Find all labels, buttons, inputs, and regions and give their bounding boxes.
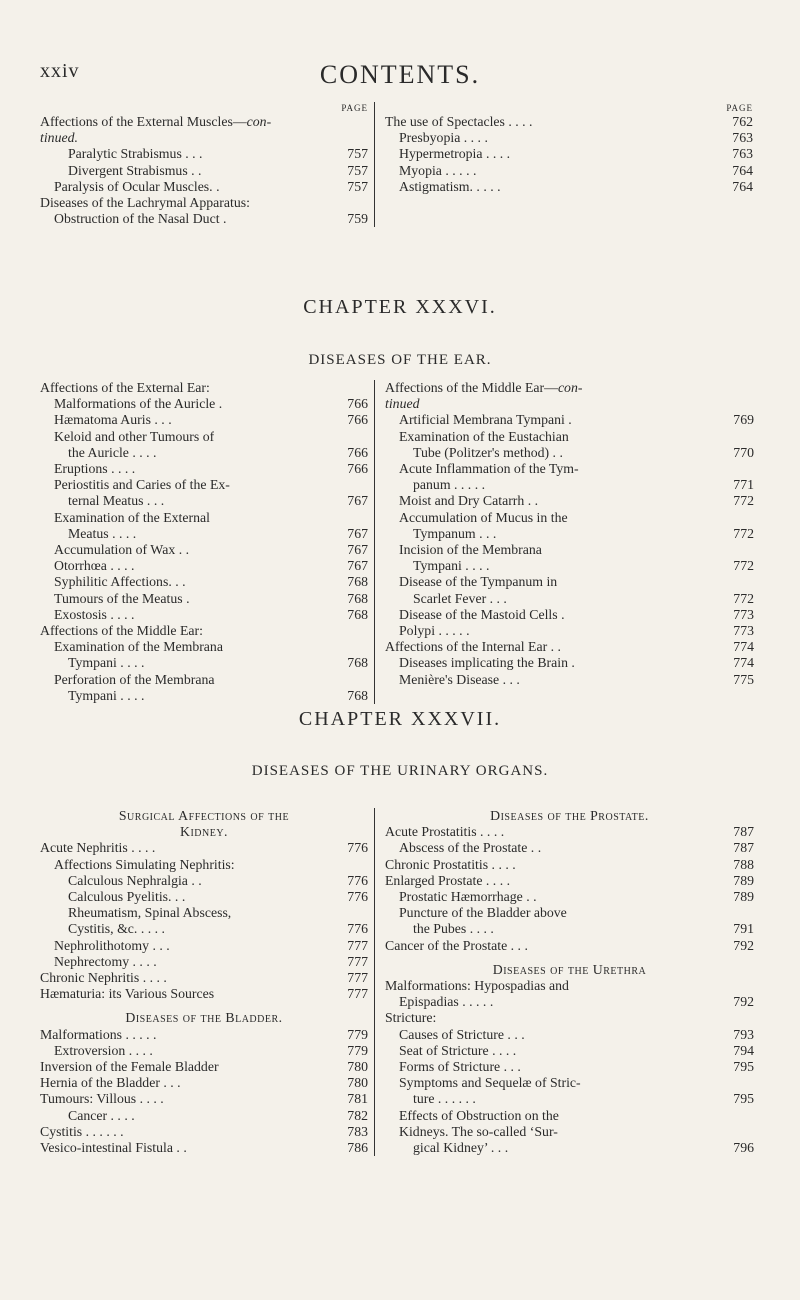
toc-entry-title: Meatus . . . . [68, 525, 137, 541]
toc-entry-title: Cancer . . . . [68, 1107, 135, 1123]
toc-entry [40, 1108, 368, 1124]
toc-entry-title: Hæmatoma Auris . . . [54, 412, 172, 428]
toc-entry-title: panum . . . . . [413, 477, 486, 493]
toc-entry-page: 768 [347, 590, 368, 606]
toc-entry-page: 776 [347, 840, 368, 856]
toc-entry-page: 763 [732, 146, 753, 162]
toc-entry [385, 380, 754, 396]
toc-entry-page: 767 [347, 525, 368, 541]
toc-entry-page [750, 542, 754, 558]
toc-entry-page [750, 1124, 754, 1140]
toc-entry [40, 873, 368, 889]
toc-entry [40, 163, 368, 179]
toc-entry-title: Causes of Stricture . . . [399, 1026, 525, 1042]
toc-entry-title: Epispadias . . . . . [399, 994, 494, 1010]
toc-entry [40, 558, 368, 574]
toc-entry-page: 777 [347, 937, 368, 953]
toc-entry-page: 766 [347, 444, 368, 460]
toc-column-left [40, 102, 375, 227]
toc-entry [385, 840, 754, 856]
toc-entry-title: Tympani . . . . [68, 655, 145, 671]
toc-entry-title: Rheumatism, Spinal Abscess, [68, 905, 232, 921]
toc-entry [385, 429, 754, 445]
toc-entry [40, 655, 368, 671]
toc-entry [40, 1075, 368, 1091]
toc-entry [385, 808, 754, 824]
toc-entry-title: Enlarged Prostate . . . . [385, 872, 511, 888]
toc-entry-title: Keloid and other Tumours of [54, 428, 215, 444]
toc-entry-title: Tympani . . . . [413, 558, 490, 574]
toc-entry [385, 962, 754, 978]
toc-entry-title: Affections of the Middle Ear: [40, 623, 203, 639]
toc-entry-title: gical Kidney’ . . . [413, 1140, 509, 1156]
toc-entry [385, 146, 753, 162]
toc-entry-page: 767 [347, 542, 368, 558]
toc-entry-title: Paralytic Strabismus . . . [68, 146, 203, 162]
toc-column-right [375, 380, 760, 704]
toc-entry-page [750, 574, 754, 590]
toc-entry-page: 787 [733, 840, 754, 856]
toc-entry [40, 1002, 368, 1010]
toc-entry [385, 1075, 754, 1091]
toc-entry [40, 130, 368, 146]
toc-entry-title: Surgical Affections of the [118, 808, 290, 823]
toc-entry-title: Abscess of the Prostate . . [399, 840, 542, 856]
toc-entry [40, 574, 368, 590]
toc-entry-page: 775 [733, 671, 754, 687]
toc-entry-title: Forms of Stricture . . . [399, 1059, 521, 1075]
toc-entry-title: Chronic Nephritis . . . . [40, 970, 167, 986]
toc-entry [385, 1140, 754, 1156]
toc-entry-title: Polypi . . . . . [399, 623, 470, 639]
toc-entry-title: tinued [385, 396, 420, 412]
toc-entry-page [364, 639, 368, 655]
toc-entry-page: 769 [733, 412, 754, 428]
toc-entry-page: 767 [347, 558, 368, 574]
toc-entry-page [750, 461, 754, 477]
toc-entry-page: 770 [733, 444, 754, 460]
toc-entry [40, 824, 368, 840]
toc-entry [40, 623, 368, 639]
toc-entry [385, 542, 754, 558]
toc-entry [40, 380, 368, 396]
toc-entry [385, 639, 754, 655]
toc-entry-page [364, 672, 368, 688]
toc-entry-title: Obstruction of the Nasal Duct . [54, 211, 227, 227]
toc-entry [40, 591, 368, 607]
toc-entry [40, 1010, 368, 1026]
toc-entry-page: 791 [733, 921, 754, 937]
toc-entry-title: Hypermetropia . . . . [399, 146, 511, 162]
toc-entry [40, 639, 368, 655]
toc-entry-page: 763 [732, 130, 753, 146]
toc-section-top [40, 102, 760, 227]
toc-entry [385, 873, 754, 889]
toc-column-right [374, 102, 759, 227]
toc-entry [40, 1043, 368, 1059]
toc-entry-page: 789 [733, 872, 754, 888]
chapter-heading: CHAPTER XXXVII. [298, 708, 502, 730]
toc-entry [385, 445, 754, 461]
toc-entry-title: Exostosis . . . . [54, 606, 135, 622]
toc-entry [40, 986, 368, 1002]
toc-entry-title: Perforation of the Membrana [54, 671, 215, 687]
toc-entry-page [750, 905, 754, 921]
toc-entry [40, 510, 368, 526]
toc-entry [40, 211, 368, 227]
toc-entry [385, 607, 754, 623]
toc-entry-page [750, 1075, 754, 1091]
toc-entry [385, 412, 754, 428]
toc-entry-title: Seat of Stricture . . . . [399, 1042, 517, 1058]
toc-entry-title: Affections Simulating Nephritis: [54, 856, 235, 872]
toc-entry-page: 795 [733, 1091, 754, 1107]
toc-entry-title: Calculous Nephralgia . . [68, 872, 202, 888]
toc-entry-title: Artificial Membrana Tympani . [399, 412, 572, 428]
chapter-subtitle: DISEASES OF THE URINARY ORGANS. [251, 763, 549, 779]
toc-entry [385, 1010, 754, 1026]
toc-entry [385, 921, 754, 937]
toc-entry-title: Presbyopia . . . . [399, 130, 488, 146]
toc-entry [40, 412, 368, 428]
toc-entry [385, 558, 754, 574]
toc-entry-page: 776 [347, 921, 368, 937]
toc-entry-title: Effects of Obstruction on the [399, 1107, 559, 1123]
toc-entry-page: 793 [733, 1026, 754, 1042]
toc-entry-title: Hæmaturia: its Various Sources [40, 986, 215, 1002]
toc-entry-page: 774 [733, 655, 754, 671]
toc-entry-page: 776 [347, 889, 368, 905]
chapter-subtitle: DISEASES OF THE EAR. [308, 352, 492, 368]
toc-entry-title: Tumours: Villous . . . . [40, 1091, 164, 1107]
toc-entry-page: 794 [733, 1042, 754, 1058]
toc-entry-title: Disease of the Mastoid Cells . [399, 606, 565, 622]
toc-entry-page: 771 [733, 477, 754, 493]
toc-entry-title: Tumours of the Meatus . [54, 590, 190, 606]
toc-entry [385, 889, 754, 905]
toc-entry-page: 772 [733, 590, 754, 606]
toc-entry [385, 163, 753, 179]
toc-entry-page: 772 [733, 558, 754, 574]
toc-entry-title: Affections of the Internal Ear . . [385, 639, 561, 655]
toc-entry-page: 792 [733, 937, 754, 953]
toc-entry [385, 591, 754, 607]
toc-entry [385, 461, 754, 477]
toc-entry [385, 574, 754, 590]
toc-entry-title: Hernia of the Bladder . . . [40, 1075, 181, 1091]
toc-entry-title: Chronic Prostatitis . . . . [385, 856, 516, 872]
toc-entry-page: 772 [733, 525, 754, 541]
page-title: CONTENTS. [319, 60, 481, 89]
toc-entry-title: Kidneys. The so-called ‘Sur- [399, 1123, 558, 1139]
toc-entry [40, 808, 368, 824]
toc-entry [40, 429, 368, 445]
toc-entry-page: 773 [733, 623, 754, 639]
toc-entry-title: Inversion of the Female Bladder [40, 1059, 219, 1075]
toc-entry-page: 777 [347, 953, 368, 969]
toc-entry-title: ture . . . . . . [413, 1091, 476, 1107]
toc-entry-title: Cystitis, &c. . . . . [68, 921, 165, 937]
toc-entry [385, 655, 754, 671]
toc-entry-title: Cystitis . . . . . . [40, 1123, 124, 1139]
toc-entry-page [750, 978, 754, 994]
toc-entry-page: 762 [732, 114, 753, 129]
toc-entry [40, 477, 368, 493]
toc-entry [40, 1059, 368, 1075]
toc-entry-title: Scarlet Fever . . . [413, 590, 507, 606]
toc-entry-title: Affections of the External Ear: [40, 380, 210, 395]
toc-entry-page: 792 [733, 994, 754, 1010]
toc-entry [40, 1091, 368, 1107]
toc-entry-title: Affections of the External Muscles— [40, 114, 247, 129]
toc-entry-title: Otorrhœa . . . . [54, 558, 135, 574]
toc-entry-title: Diseases of the Bladder. [125, 1010, 283, 1026]
toc-entry [385, 1027, 754, 1043]
toc-entry-title: Periostitis and Caries of the Ex- [54, 477, 230, 493]
toc-entry-title: Disease of the Tympanum in [399, 574, 558, 590]
toc-entry-title: Tube (Politzer's method) . . [413, 444, 563, 460]
toc-entry-page [364, 510, 368, 526]
toc-entry [385, 1043, 754, 1059]
toc-entry-title: Vesico-intestinal Fistula . . [40, 1140, 187, 1156]
toc-entry-title: The use of Spectacles . . . . [385, 114, 533, 129]
toc-entry-page: 783 [347, 1123, 368, 1139]
toc-entry [40, 461, 368, 477]
toc-entry [40, 526, 368, 542]
toc-entry [40, 114, 368, 130]
toc-entry [40, 970, 368, 986]
toc-entry-title: Prostatic Hæmorrhage . . [399, 889, 537, 905]
toc-entry-page: 757 [347, 146, 368, 162]
toc-entry-title: the Pubes . . . . [413, 921, 494, 937]
toc-entry-page [750, 510, 754, 526]
toc-entry-title: Acute Nephritis . . . . [40, 840, 156, 856]
toc-entry [40, 840, 368, 856]
toc-column-right [375, 808, 760, 1156]
toc-entry-page [750, 429, 754, 445]
toc-entry-title: Diseases of the Prostate. [490, 808, 649, 823]
toc-entry-page: 757 [347, 162, 368, 178]
toc-entry-page: 774 [733, 639, 754, 655]
toc-entry-title: Affections of the Middle Ear— [385, 380, 558, 395]
toc-entry-title: Menière's Disease . . . [399, 671, 520, 687]
toc-entry-title: Malformations: Hypospadias and [385, 978, 569, 994]
toc-entry-title: Eruptions . . . . [54, 461, 136, 477]
toc-entry-title: Acute Prostatitis . . . . [385, 824, 505, 840]
toc-entry-page: 779 [347, 1026, 368, 1042]
toc-entry [385, 978, 754, 994]
toc-entry-page [364, 114, 368, 130]
toc-entry-title: Cancer of the Prostate . . . [385, 937, 528, 953]
toc-entry [40, 938, 368, 954]
toc-entry [385, 938, 754, 954]
toc-entry-title: Calculous Pyelitis. . . [68, 889, 186, 905]
toc-entry [385, 672, 754, 688]
toc-entry-title: Astigmatism. . . . . [399, 178, 501, 194]
toc-entry-page: 767 [347, 493, 368, 509]
toc-entry-page: 780 [347, 1059, 368, 1075]
toc-entry-page: 766 [347, 461, 368, 477]
toc-entry-title: Diseases of the Lachrymal Apparatus: [40, 195, 250, 211]
toc-entry-page: 781 [347, 1091, 368, 1107]
toc-entry-page [364, 429, 368, 445]
toc-entry-title: Incision of the Membrana [399, 542, 542, 558]
toc-entry-title: Moist and Dry Catarrh . . [399, 493, 539, 509]
toc-entry-page: 782 [347, 1107, 368, 1123]
toc-entry-title: Nephrolithotomy . . . [54, 937, 170, 953]
toc-entry [40, 445, 368, 461]
toc-entry-title: Divergent Strabismus . . [68, 162, 202, 178]
toc-entry-page: 795 [733, 1059, 754, 1075]
toc-entry-title: Kidney. [179, 824, 229, 840]
chapter-heading: CHAPTER XXXVI. [303, 296, 497, 318]
toc-entry-title: Examination of the Membrana [54, 639, 223, 655]
toc-entry [40, 672, 368, 688]
toc-entry-page [364, 905, 368, 921]
toc-entry-page: 773 [733, 606, 754, 622]
toc-entry [385, 954, 754, 962]
toc-entry [40, 396, 368, 412]
toc-entry [40, 905, 368, 921]
toc-entry [40, 146, 368, 162]
page-column-label: PAGE [341, 103, 368, 113]
toc-entry-page [364, 195, 368, 211]
toc-entry-page: 777 [347, 970, 368, 986]
toc-entry [385, 857, 754, 873]
toc-entry [40, 921, 368, 937]
toc-entry-page: 757 [347, 178, 368, 194]
page-number: xxiv [40, 60, 80, 82]
toc-entry-title: Acute Inflammation of the Tym- [399, 461, 579, 477]
toc-entry-title: Myopia . . . . . [399, 162, 477, 178]
toc-entry [40, 688, 368, 704]
toc-entry-page: 766 [347, 412, 368, 428]
toc-entry-title: Paralysis of Ocular Muscles. . [54, 178, 220, 194]
toc-entry [385, 905, 754, 921]
toc-entry-page: 776 [347, 872, 368, 888]
toc-section-ch36 [40, 380, 760, 704]
toc-entry-page: 788 [733, 856, 754, 872]
toc-entry-title: Accumulation of Mucus in the [399, 509, 568, 525]
toc-entry [385, 824, 754, 840]
toc-entry [385, 1059, 754, 1075]
toc-entry [385, 1108, 754, 1124]
toc-entry-page [750, 1010, 754, 1026]
toc-entry-page: 764 [732, 178, 753, 194]
toc-entry-title: Extroversion . . . . [54, 1042, 153, 1058]
toc-entry [385, 179, 753, 195]
toc-entry [385, 477, 754, 493]
toc-entry-page: 779 [347, 1042, 368, 1058]
toc-entry [385, 130, 753, 146]
toc-entry-page: 780 [347, 1075, 368, 1091]
toc-entry-page [364, 130, 368, 146]
toc-entry-title: tinued. [40, 130, 78, 146]
toc-entry-page: 768 [347, 655, 368, 671]
toc-entry-page: 768 [347, 606, 368, 622]
toc-entry-title: Symptoms and Sequelæ of Stric- [399, 1075, 581, 1091]
toc-entry-page: 786 [347, 1140, 368, 1156]
toc-entry-page [750, 380, 754, 396]
toc-entry [40, 954, 368, 970]
toc-entry-title: Examination of the Eustachian [399, 428, 569, 444]
toc-entry [40, 1027, 368, 1043]
toc-entry-title: ternal Meatus . . . [68, 493, 165, 509]
toc-entry [40, 889, 368, 905]
toc-section-ch37 [40, 808, 760, 1156]
toc-entry [385, 526, 754, 542]
toc-entry [40, 607, 368, 623]
toc-entry-page: 796 [733, 1140, 754, 1156]
toc-column-left [40, 380, 375, 704]
toc-entry [40, 857, 368, 873]
toc-entry-title: Puncture of the Bladder above [399, 905, 567, 921]
toc-entry [385, 114, 753, 130]
toc-entry [40, 493, 368, 509]
toc-entry-page: 768 [347, 574, 368, 590]
toc-entry-page: 766 [347, 396, 368, 412]
toc-entry [385, 1091, 754, 1107]
toc-entry-page [364, 477, 368, 493]
toc-entry-title: Examination of the External [54, 509, 210, 525]
toc-entry-title: Tympani . . . . [68, 687, 145, 703]
toc-entry-page: 789 [733, 889, 754, 905]
toc-entry-page [750, 1108, 754, 1124]
toc-entry-page: 777 [347, 986, 368, 1002]
toc-entry [385, 493, 754, 509]
toc-column-left [40, 808, 375, 1156]
toc-entry [40, 195, 368, 211]
toc-entry [385, 1124, 754, 1140]
toc-entry [40, 1124, 368, 1140]
page-column-label: PAGE [726, 103, 753, 113]
toc-entry-title: Malformations . . . . . [40, 1026, 157, 1042]
toc-entry-title: Tympanum . . . [413, 525, 497, 541]
toc-entry [40, 542, 368, 558]
toc-entry-page: 764 [732, 162, 753, 178]
toc-entry-title: Nephrectomy . . . . [54, 953, 157, 969]
toc-entry-title-cont: con- [557, 380, 583, 395]
toc-entry-title: Diseases implicating the Brain . [399, 655, 575, 671]
toc-entry [40, 179, 368, 195]
toc-entry [385, 994, 754, 1010]
toc-entry [385, 510, 754, 526]
toc-entry [385, 623, 754, 639]
toc-entry [40, 1140, 368, 1156]
toc-entry-title: Accumulation of Wax . . [54, 542, 190, 558]
toc-entry [385, 396, 754, 412]
running-header [0, 60, 800, 89]
toc-entry-page: 759 [347, 211, 368, 227]
toc-entry-page: 772 [733, 493, 754, 509]
toc-entry-page [364, 623, 368, 639]
toc-entry-title: the Auricle . . . . [68, 444, 157, 460]
toc-entry-title: Syphilitic Affections. . . [54, 574, 186, 590]
toc-entry-title: Stricture: [385, 1010, 437, 1026]
toc-entry-page [364, 380, 368, 396]
toc-entry-title-cont: con- [246, 114, 272, 129]
toc-entry-page [364, 857, 368, 873]
toc-entry-title: Diseases of the Urethra [492, 961, 647, 977]
toc-entry-page: 768 [347, 687, 368, 703]
toc-entry-page [750, 396, 754, 412]
toc-entry-page: 787 [733, 824, 754, 840]
toc-entry-title: Malformations of the Auricle . [54, 396, 223, 412]
